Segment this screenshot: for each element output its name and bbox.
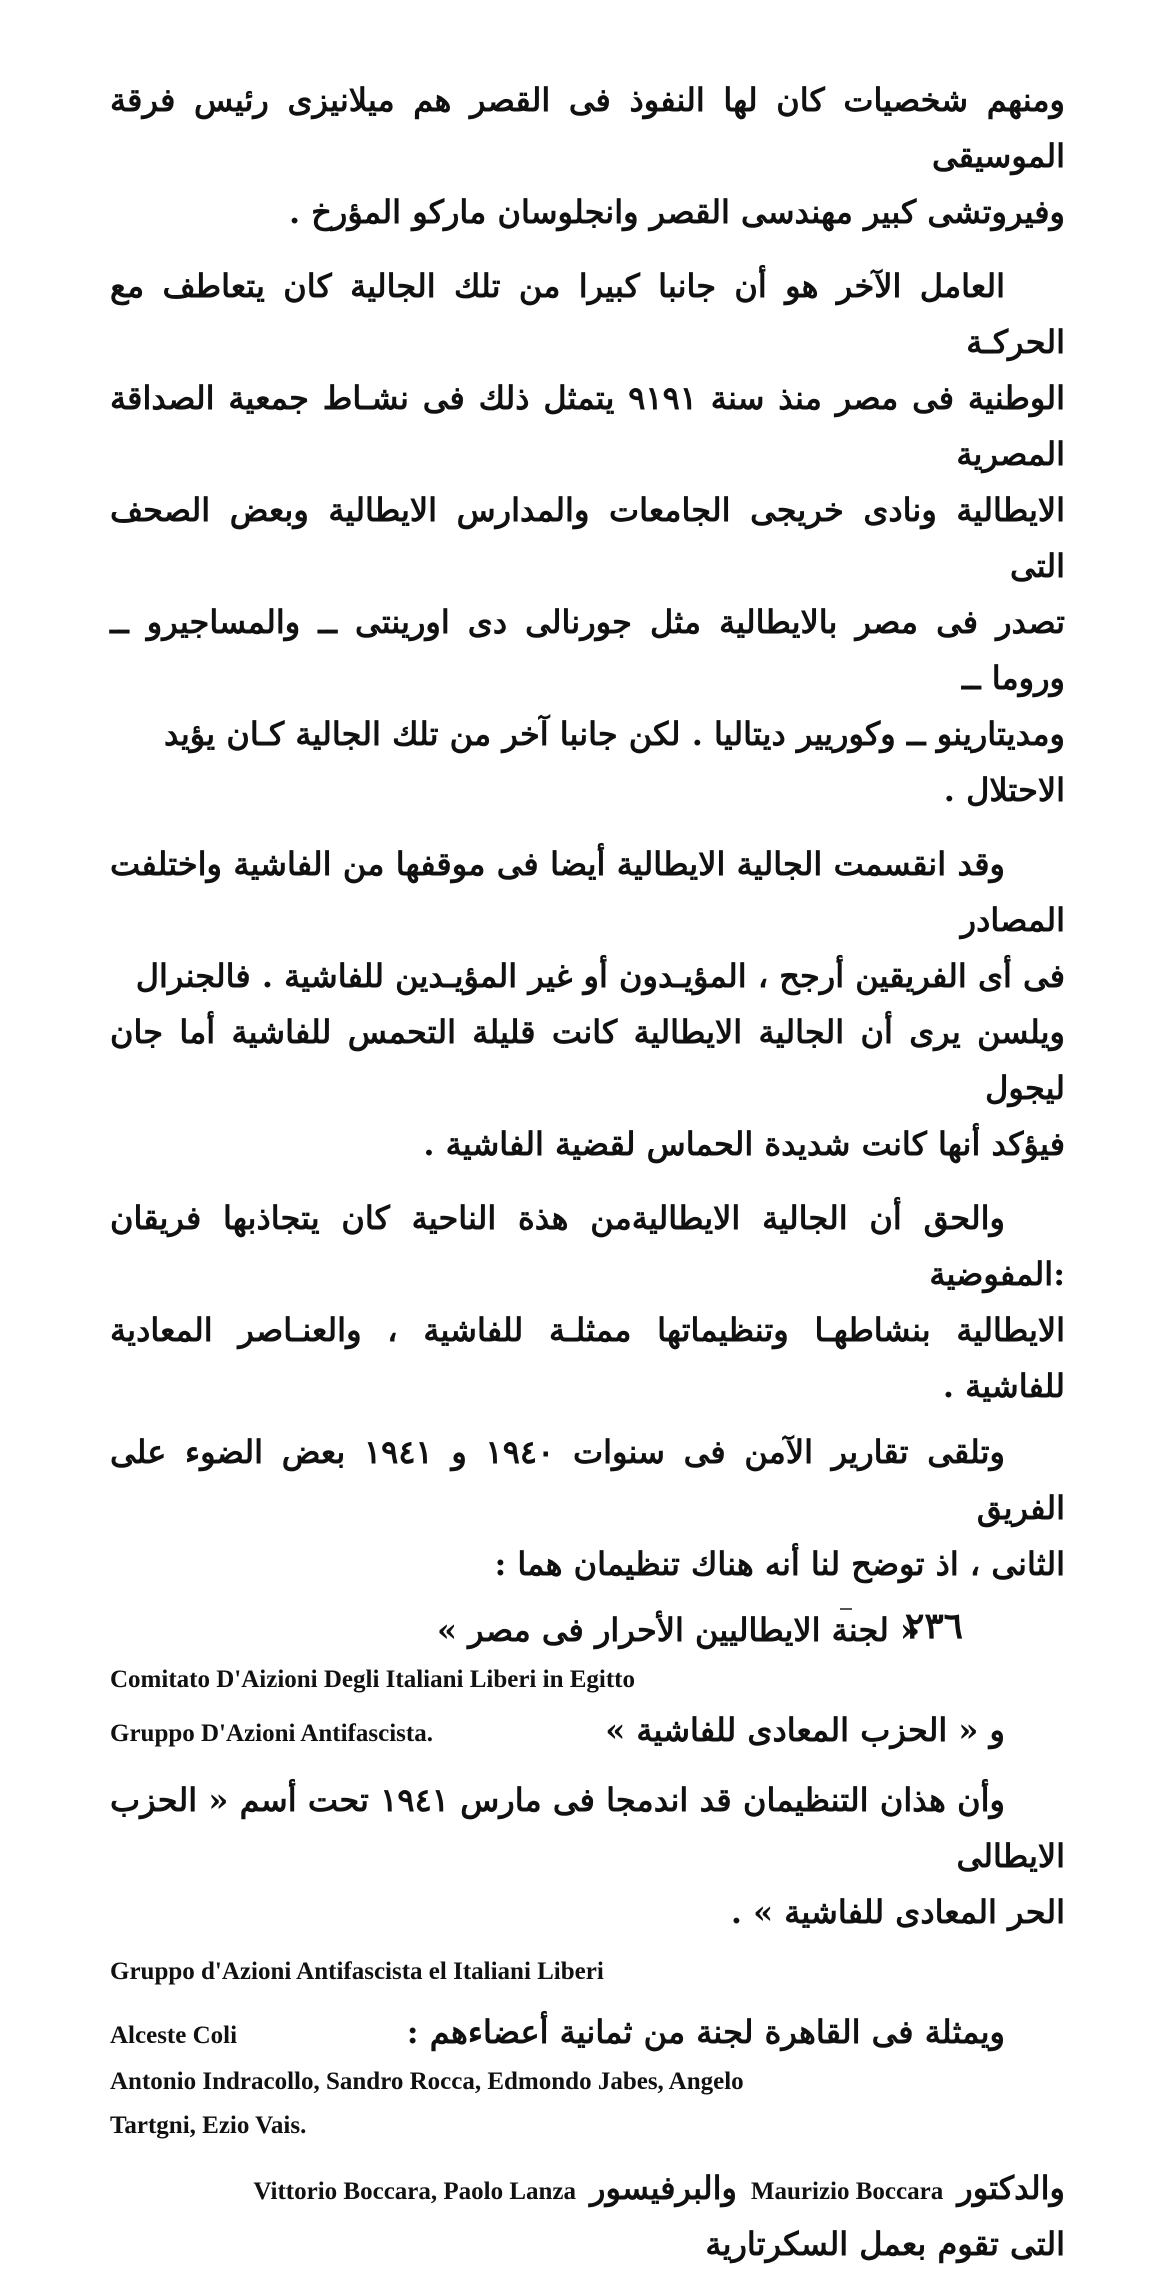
paragraph-6 [110, 1772, 1065, 1940]
org1-latin: Comitato D'Aizioni Degli Italiani Liberi in Egitto [110, 1666, 635, 1693]
merged-org-latin: Gruppo d'Azioni Antifascista el Italiani Liberi [110, 1958, 604, 1985]
text-line: وتلقى تقارير الآمن فى سنوات ١٩٤٠ و ١٩٤١ بعض الضوء على الفريق [110, 1433, 1065, 1527]
text-line: الاحتلال . [943, 771, 1065, 809]
org1-arabic: « لجنة الايطاليين الأحرار فى مصر » [437, 1611, 920, 1649]
committee-members-line: Tartgni, Ezio Vais. [110, 2112, 307, 2139]
footer-dash [840, 1608, 852, 1610]
paragraph-3 [110, 836, 1065, 1172]
text-line: العامل الآخر هو أن جانبا كبيرا من تلك الجالية كان يتعاطف مع الحركـة [110, 267, 1065, 361]
page-number: ٢٣٦ [905, 1605, 964, 1647]
org2-latin: Gruppo D'Azioni Antifascista. [110, 1720, 433, 1747]
text-line: الايطالية بنشاطهـا وتنظيماتها ممثلـة للفاشية ، والعنـاصر المعادية للفاشية . [110, 1311, 1065, 1405]
text-line: الحر المعادى للفاشية » . [730, 1893, 1065, 1931]
committee-row [110, 2004, 1065, 2060]
org2-row [110, 1702, 1065, 1758]
org2-arabic: و « الحزب المعادى للفاشية » [605, 1711, 1005, 1749]
paragraph-4 [110, 1190, 1065, 1414]
secretariat-doctor: والدكتور [957, 2169, 1065, 2207]
secretariat-professor: والبرفيسور [590, 2169, 737, 2207]
text-line: ومديتارينو ــ وكوريير ديتاليا . لكن جانبا آخر من تلك الجالية كـان يؤيد [164, 715, 1065, 753]
text-line: الثانى ، اذ توضح لنا أنه هناك تنظيمان هما : [494, 1545, 1065, 1583]
text-line: الايطالية ونادى خريجى الجامعات والمدارس الايطالية وبعض الصحف التى [110, 491, 1065, 585]
committee-members-line: Antonio Indracollo, Sandro Rocca, Edmondo Jabes, Angelo [110, 2068, 744, 2095]
text-line: ومنهم شخصيات كان لها النفوذ فى القصر هم ميلانيزى رئيس فرقة الموسيقى [110, 81, 1065, 175]
text-line: تصدر فى مصر بالايطالية مثل جورنالى دى اورينتى ــ والمساجيرو ــ وروما ــ [110, 603, 1066, 697]
secretariat-maurizio: Maurizio Boccara [750, 2178, 944, 2205]
text-line: ويلسن يرى أن الجالية الايطالية كانت قليلة التحمس للفاشية أما جان ليجول [110, 1013, 1065, 1107]
committee-head-latin: Alceste Coli [110, 2022, 238, 2049]
text-line: فى أى الفريقين أرجح ، المؤيـدون أو غير المؤيـدين للفاشية . فالجنرال [135, 957, 1065, 995]
paragraph-1 [110, 72, 1065, 240]
secretariat-row [110, 2160, 1065, 2216]
secretariat-others: Vittorio Boccara, Paolo Lanza [253, 2178, 577, 2205]
text-line: وأن هذان التنظيمان قد اندمجا فى مارس ١٩٤١ تحت أسم « الحزب الايطالى [110, 1781, 1065, 1875]
text-line: الوطنية فى مصر منذ سنة ٩١٩١ يتمثل ذلك فى نشـاط جمعية الصداقة المصرية [110, 379, 1065, 473]
text-line: والحق أن الجالية الايطاليةمن هذة الناحية كان يتجاذبها فريقان :المفوضية [110, 1199, 1065, 1293]
paragraph-5 [110, 1424, 1065, 1592]
committee-arabic: ويمثلة فى القاهرة لجنة من ثمانية أعضاءهم : [406, 2013, 1005, 2051]
text-line: وقد انقسمت الجالية الايطالية أيضا فى موقفها من الفاشية واختلفت المصادر [110, 845, 1065, 939]
text-line: وفيروتشى كبير مهندسى القصر وانجلوسان ماركو المؤرخ . [288, 193, 1065, 231]
book-page [110, 72, 1065, 2272]
paragraph-2 [110, 258, 1065, 818]
secretariat-last-line: التى تقوم بعمل السكرتارية [705, 2225, 1065, 2263]
text-line: فيؤكد أنها كانت شديدة الحماس لقضية الفاشية . [423, 1125, 1065, 1163]
